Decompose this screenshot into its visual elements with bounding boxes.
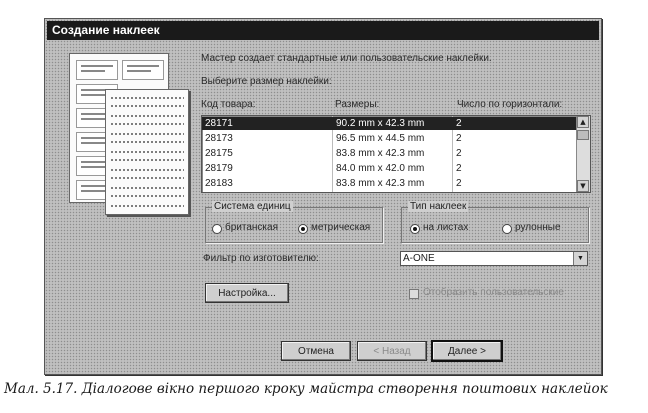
table-row[interactable]: 28183 83.8 mm x 42.3 mm 2 — [205, 178, 462, 189]
scroll-thumb[interactable] — [577, 130, 589, 140]
header-number-across: Число по горизонтали: — [457, 99, 563, 110]
units-group-label: Система единиц — [214, 201, 291, 212]
back-button[interactable]: < Назад — [357, 341, 427, 361]
show-custom-label: Отобразить пользовательские — [423, 287, 564, 298]
next-button[interactable]: Далее > — [431, 340, 503, 362]
list-header — [201, 99, 589, 113]
radio-metric-label: метрическая — [311, 222, 371, 233]
table-row[interactable]: 28173 96.5 mm x 44.5 mm 2 — [205, 133, 462, 144]
list-scrollbar[interactable] — [576, 116, 590, 192]
manufacturer-label: Фильтр по изготовителю: — [203, 253, 319, 264]
label-wizard-dialog — [44, 18, 602, 375]
show-custom-checkbox[interactable] — [409, 289, 419, 299]
table-row[interactable]: 28171 90.2 mm x 42.3 mm 2 — [202, 117, 576, 130]
radio-metric[interactable] — [298, 224, 308, 234]
label-sheet-front — [105, 89, 189, 215]
label-size-list[interactable] — [201, 115, 591, 193]
units-group — [205, 201, 383, 243]
figure-caption: Мал. 5.17. Діалогове вікно першого кроку майстра створення поштових наклейок — [4, 381, 608, 397]
label-type-group — [401, 201, 589, 243]
table-row[interactable]: 28175 83.8 mm x 42.3 mm 2 — [205, 148, 462, 159]
scroll-down-icon[interactable]: ▼ — [577, 180, 589, 192]
dialog-title: Создание наклеек — [47, 21, 599, 40]
customize-button[interactable]: Настройка... — [205, 283, 289, 303]
header-dimensions: Размеры: — [335, 99, 380, 110]
radio-british-label: британская — [225, 222, 278, 233]
labels-illustration — [65, 53, 195, 218]
radio-sheets-label: на листах — [423, 222, 469, 233]
header-product-code: Код товара: — [201, 99, 256, 110]
radio-rolls-label: рулонные — [515, 222, 561, 233]
table-row[interactable]: 28179 84.0 mm x 42.0 mm 2 — [205, 163, 462, 174]
radio-british[interactable] — [212, 224, 222, 234]
cancel-button[interactable]: Отмена — [281, 341, 351, 361]
manufacturer-value: A-ONE — [403, 253, 435, 264]
radio-rolls[interactable] — [502, 224, 512, 234]
select-size-label: Выберите размер наклейки: — [201, 76, 332, 87]
intro-text: Мастер создает стандартные или пользовательские наклейки. — [201, 53, 492, 64]
chevron-down-icon[interactable]: ▼ — [573, 252, 587, 265]
radio-sheets[interactable] — [410, 224, 420, 234]
label-type-group-label: Тип наклеек — [410, 201, 467, 212]
scroll-up-icon[interactable]: ▲ — [577, 116, 589, 128]
manufacturer-select[interactable] — [400, 251, 588, 266]
